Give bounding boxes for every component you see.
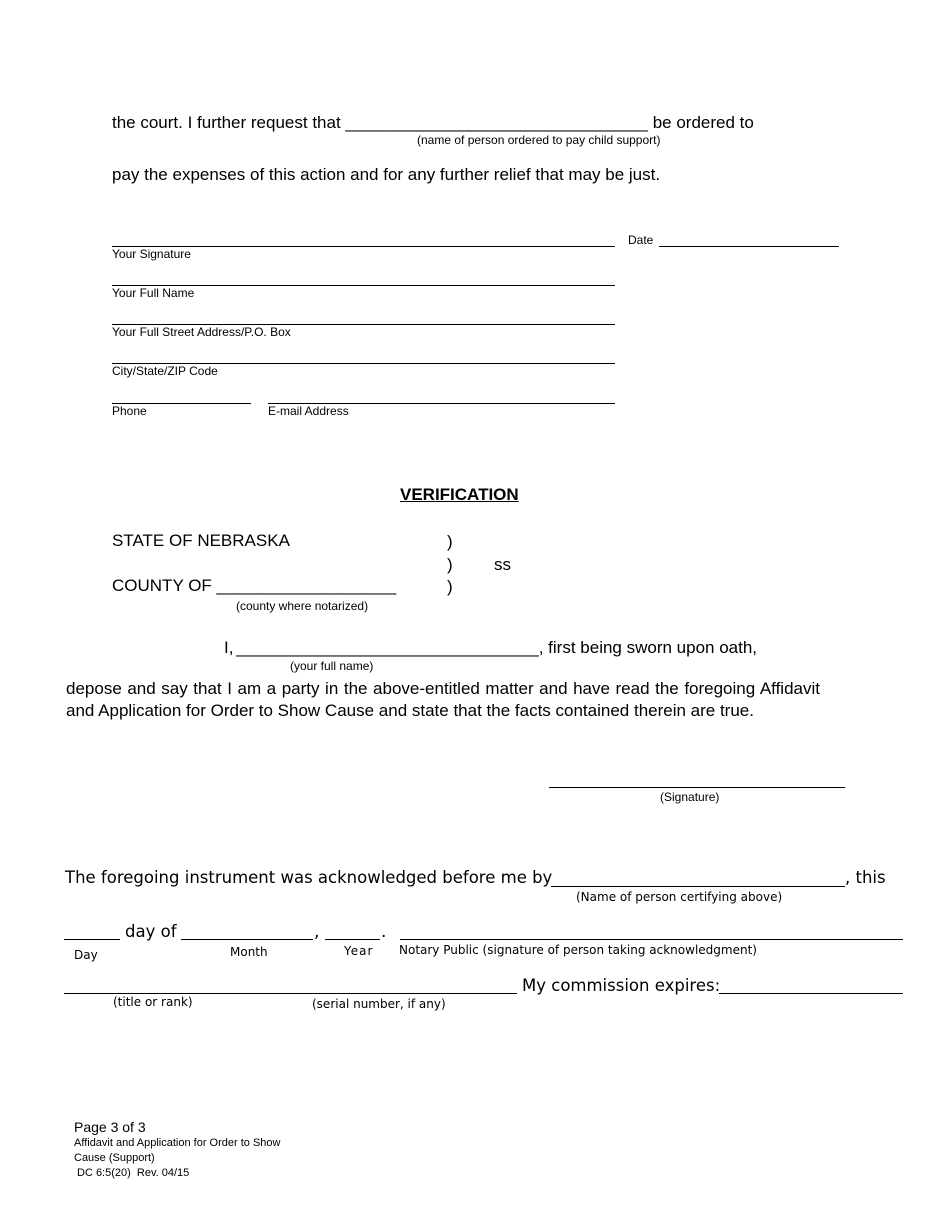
venue-paren-1: ) [447,532,453,551]
date-label: Date [628,233,654,247]
certifier-name-line[interactable] [551,886,845,887]
year-caption: Year [344,944,374,958]
footer-form-title-2: Cause (Support) [74,1152,155,1164]
request-suffix: be ordered to [652,113,754,132]
address-label: Your Full Street Address/P.O. Box [112,325,291,339]
verification-signature-caption: (Signature) [660,790,720,804]
verification-body: depose and say that I am a party in the above-entitled matter and have read the foregoing Affidavit and Application for Order to Show Cause and state that the facts contained therein are true. [66,679,820,720]
ss-label: ss [494,555,511,574]
respondent-caption: (name of person ordered to pay child support) [417,133,661,147]
venue-paren-3: ) [447,577,453,596]
ack-this: , this [845,868,886,887]
verification-heading: VERIFICATION [400,485,519,504]
phone-label: Phone [112,404,147,418]
month-line[interactable] [181,939,313,940]
affiant-name-blank[interactable]: ________________________________ [236,638,539,657]
state-label: STATE OF NEBRASKA [112,531,290,550]
respondent-name-blank[interactable]: ________________________________ [345,113,648,132]
notary-signature-line[interactable] [400,939,903,940]
request-line-2: pay the expenses of this action and for any further relief that may be just. [112,165,661,184]
full-name-label: Your Full Name [112,286,195,300]
month-caption: Month [230,945,268,959]
county-caption: (county where notarized) [236,599,369,613]
county-label[interactable]: COUNTY OF ___________________ [112,576,397,595]
email-label: E-mail Address [268,404,349,418]
footer-page-number: Page 3 of 3 [74,1119,146,1135]
commission-label: My commission expires: [522,976,721,995]
notary-caption: Notary Public (signature of person taking acknowledgment) [399,943,757,957]
title-serial-line[interactable] [64,993,517,994]
affiant-name-caption: (your full name) [290,659,374,673]
ack-intro: The foregoing instrument was acknowledged before me by [65,868,553,887]
day-caption: Day [74,948,98,962]
oath-line [224,638,757,658]
footer-form-title-1: Affidavit and Application for Order to Show [74,1137,281,1149]
serial-caption: (serial number, if any) [312,997,446,1011]
year-line[interactable] [325,939,380,940]
city-label: City/State/ZIP Code [112,364,218,378]
verification-signature-line[interactable] [549,787,845,788]
commission-expires-line[interactable] [719,993,903,994]
ack-period: . [381,922,387,942]
ack-comma: , [314,922,320,942]
oath-prefix: I, [224,638,234,657]
certifier-caption: (Name of person certifying above) [576,890,783,904]
day-line[interactable] [64,939,120,940]
footer-form-number: DC 6:5(20) Rev. 04/15 [77,1167,190,1179]
oath-suffix: , first being sworn upon oath, [538,638,758,657]
signature-label: Your Signature [112,247,191,261]
venue-paren-2: ) [447,555,453,574]
title-caption: (title or rank) [113,995,193,1009]
request-prefix: the court. I further request that [112,113,341,132]
request-line-1 [112,113,754,133]
day-of-label: day of [125,922,177,941]
date-line[interactable] [659,246,839,247]
